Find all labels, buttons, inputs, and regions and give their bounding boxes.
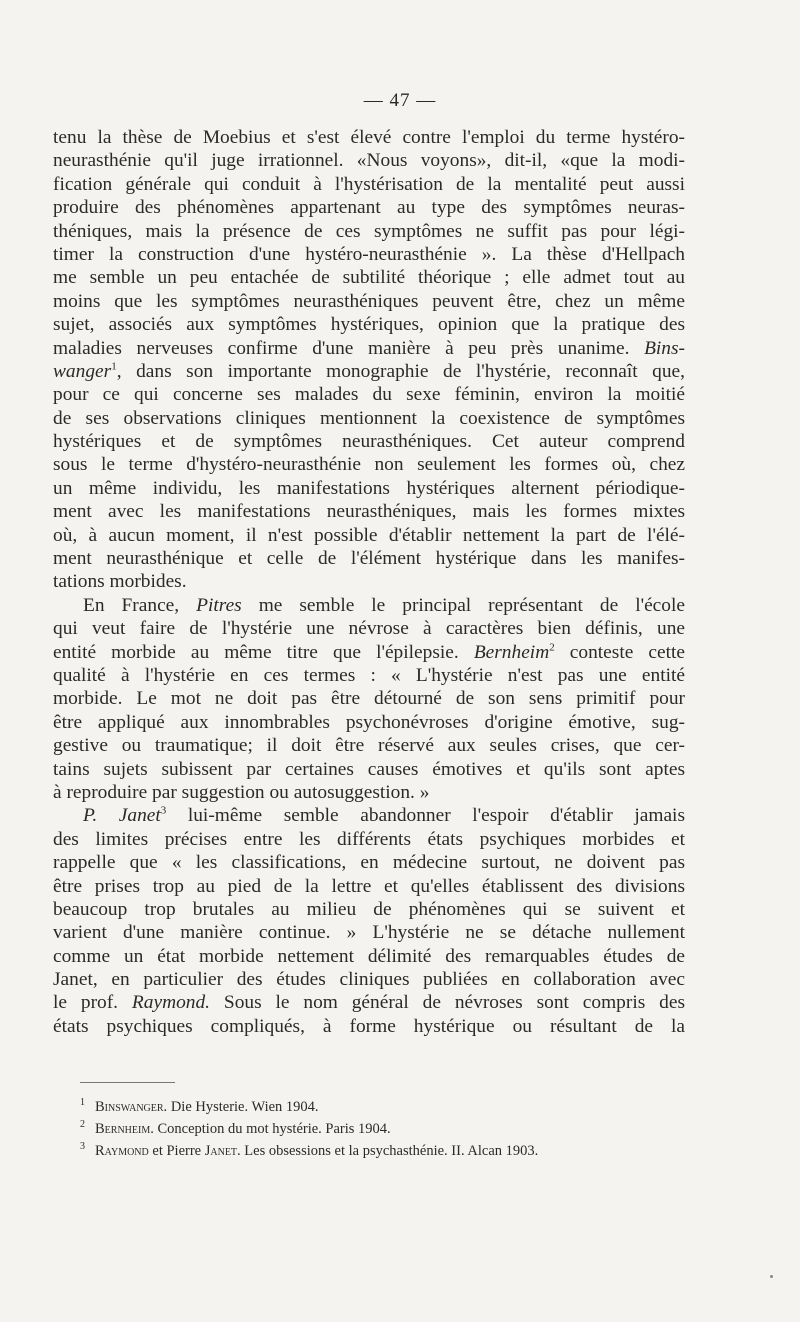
text-line: où, à aucun moment, il n'est possible d'établir nettement la part de l'élé- bbox=[53, 524, 685, 546]
text-line: un même individu, les manifestations hystériques alternent périodique- bbox=[53, 477, 685, 499]
text-line: qui veut faire de l'hystérie une névrose à caractères bien définis, une bbox=[53, 618, 685, 640]
text-line: beaucoup trop brutales au milieu de phénomènes qui se suivent et bbox=[53, 898, 685, 920]
text-line: ment neurasthénique et celle de l'élément hystérique dans les manifes- bbox=[53, 548, 685, 570]
text-line: tains sujets subissent par certaines causes émotives et qu'ils sont aptes bbox=[53, 758, 685, 780]
text-line: entité morbide au même titre que l'épilepsie. Bernheim$^2$ conteste cette bbox=[53, 641, 686, 663]
footnote: $^1$ Binswanger. Die Hysterie. Wien 1904. bbox=[80, 1097, 319, 1115]
footnotes bbox=[80, 1096, 700, 1162]
paper-speck bbox=[770, 1275, 773, 1278]
text-line: produire des phénomènes appartenant au type des symptômes neuras- bbox=[53, 197, 685, 219]
text-line: neurasthénie qu'il juge irrationnel. «Nous voyons», dit-il, «que la modi- bbox=[53, 150, 685, 172]
text-line: pour ce qui concerne ses malades du sexe féminin, environ la moitié bbox=[53, 384, 685, 406]
footnote: $^2$ Bernheim. Conception du mot hystérie. Paris 1904. bbox=[80, 1119, 391, 1137]
body-text bbox=[53, 126, 685, 1038]
author-name-binswanger: Bins- bbox=[644, 337, 685, 359]
text-line: comme un état morbide nettement délimité des remarquables études de bbox=[53, 945, 685, 967]
footnote-ref: 2 bbox=[549, 641, 555, 654]
author-name-raymond: Raymond. bbox=[131, 992, 211, 1014]
footnote-ref: 3 bbox=[160, 804, 167, 817]
text-line: ment avec les manifestations neurasthéniques, mais les formes mixtes bbox=[53, 501, 685, 523]
text-line: tenu la thèse de Moebius et s'est élevé contre l'emploi du terme hystéro- bbox=[53, 127, 685, 148]
footnote-ref: 1 bbox=[111, 360, 117, 373]
text-line: le prof. Raymond. Sous le nom général de névroses sont compris des bbox=[53, 992, 685, 1014]
text-line: varient d'une manière continue. » L'hystérie ne se détache nullement bbox=[53, 922, 685, 944]
text-line: théniques, mais la présence de ces symptômes ne suffit pas pour légi- bbox=[53, 220, 685, 242]
footnote-separator bbox=[80, 1082, 175, 1083]
text-line: qualité à l'hystérie en ces termes : « L'hystérie n'est pas une entité bbox=[53, 664, 685, 686]
text-line: à reproduire par suggestion ou autosuggestion. » bbox=[53, 781, 430, 803]
author-name-pitres: Pitres bbox=[196, 594, 242, 616]
text-line: timer la construction d'une hystéro-neurasthénie ». La thèse d'Hellpach bbox=[53, 243, 685, 265]
text-line: rappelle que « les classifications, en médecine surtout, ne doivent pas bbox=[53, 852, 685, 874]
text-line: gestive ou traumatique; il doit être réservé aux seules crises, que cer- bbox=[53, 735, 685, 757]
text-line: morbide. Le mot ne doit pas être détourné de son sens primitif pour bbox=[53, 688, 685, 710]
text-line: hystériques et de symptômes neurasthéniques. Cet auteur comprend bbox=[53, 431, 685, 453]
text-line: être appliqué aux innombrables psychonévroses d'origine émotive, sug- bbox=[53, 711, 685, 733]
text-line: être prises trop au pied de la lettre et qu'elles établissent des divisions bbox=[53, 875, 685, 897]
text-line: moins que les symptômes neurasthéniques peuvent être, chez un même bbox=[53, 290, 685, 312]
author-name-bernheim: Bernheim bbox=[473, 641, 550, 663]
text-line: sujet, associés aux symptômes hystériques, opinion que la pratique des bbox=[53, 314, 685, 336]
text-line: maladies nerveuses confirme d'une manière à peu près unanime. Bins- bbox=[53, 337, 685, 359]
page-number: — 47 — bbox=[363, 90, 437, 111]
text-line: En France, Pitres me semble le principal représentant de l'école bbox=[83, 594, 685, 616]
text-line: états psychiques compliqués, à forme hystérique ou résultant de la bbox=[53, 1015, 685, 1037]
text-line: Janet, en particulier des études cliniques publiées en collaboration avec bbox=[53, 969, 685, 991]
text-line: fication générale qui conduit à l'hystérisation de la mentalité peut aussi bbox=[53, 173, 685, 195]
footnote: $^3$ Raymond et Pierre Janet. Les obsessions et la psychasthénie. II. Alcan 1903. bbox=[80, 1141, 539, 1159]
text-line: wanger$^1$, dans son importante monographie de l'hystérie, reconnaît que, bbox=[53, 360, 685, 382]
text-line: P. Janet$^3$ lui-même semble abandonner l'espoir d'établir jamais bbox=[83, 804, 685, 827]
text-line: des limites précises entre les différents états psychiques morbides et bbox=[53, 828, 685, 850]
text-line: sous le terme d'hystéro-neurasthénie non seulement les formes où, chez bbox=[53, 454, 685, 476]
text-line: me semble un peu entachée de subtilité théorique ; elle admet tout au bbox=[53, 267, 685, 289]
author-name-janet: P. Janet bbox=[83, 805, 161, 827]
text-line: de ses observations cliniques mentionnent la coexistence de symptômes bbox=[53, 407, 685, 429]
author-name-binswanger: wanger bbox=[53, 360, 112, 382]
text-line: tations morbides. bbox=[53, 571, 187, 593]
